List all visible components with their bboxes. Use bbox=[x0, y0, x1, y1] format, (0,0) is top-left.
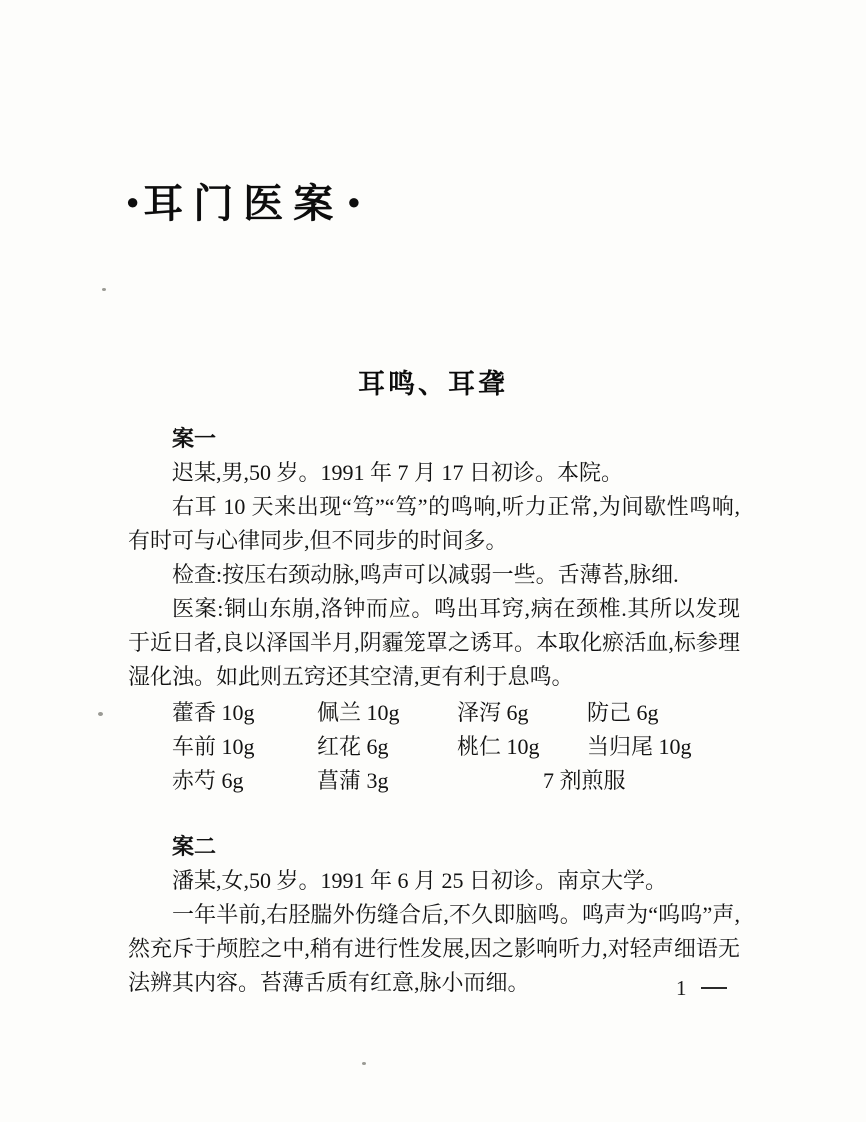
scan-artifact bbox=[98, 712, 103, 716]
case2-label: 案二 bbox=[172, 834, 217, 859]
prescription-table bbox=[172, 696, 740, 798]
herb-item: 红花 6g bbox=[317, 734, 389, 759]
case1-label: 案一 bbox=[172, 426, 217, 451]
paragraph: 迟某,男,50 岁。1991 年 7 月 17 日初诊。本院。 bbox=[172, 460, 624, 485]
herb-item: 桃仁 10g bbox=[457, 734, 540, 759]
page-number bbox=[676, 976, 727, 1001]
herb-item: 车前 10g bbox=[172, 734, 255, 759]
chapter-title-text: 耳门医案 bbox=[143, 181, 344, 226]
herb-item: 赤芍 6g bbox=[172, 768, 244, 793]
chapter-title bbox=[122, 172, 365, 229]
herb-item: 菖蒲 3g bbox=[317, 768, 389, 793]
paragraph: 潘某,女,50 岁。1991 年 6 月 25 日初诊。南京大学。 bbox=[172, 868, 668, 893]
section-heading: 耳鸣、耳聋 bbox=[358, 369, 508, 399]
page-number-dash bbox=[701, 987, 727, 989]
scan-artifact bbox=[102, 288, 106, 291]
paragraph: 一年半前,右胫腨外伤缝合后,不久即脑鸣。鸣声为“呜呜”声,然充斥于颅腔之中,稍有进行性发展,因之影响听力,对轻声细语无法辨其内容。苔薄舌质有红意,脉小而细。 bbox=[128, 902, 740, 995]
herb-item: 泽泻 6g bbox=[457, 700, 529, 725]
page-number-value: 1 bbox=[676, 976, 689, 1000]
decoction-note: 7 剂煎服 bbox=[543, 768, 626, 793]
paragraph: 医案:铜山东崩,洛钟而应。鸣出耳窍,病在颈椎.其所以发现于近日者,良以泽国半月,阴霾笼罩之诱耳。本取化瘀活血,标参理湿化浊。如此则五窍还其空清,更有利于息鸣。 bbox=[128, 596, 740, 689]
paragraph: 右耳 10 天来出现“笃”“笃”的鸣响,听力正常,为间歇性鸣响,有时可与心律同步,但不同步的时间多。 bbox=[128, 494, 740, 553]
herb-item-empty bbox=[587, 764, 740, 798]
text-column bbox=[128, 422, 740, 1000]
case2-block bbox=[128, 830, 740, 1000]
title-bullet-right: ● bbox=[347, 188, 361, 214]
herb-item: 防己 6g bbox=[587, 700, 659, 725]
scan-artifact bbox=[362, 1062, 366, 1065]
title-bullet-left: ● bbox=[126, 188, 140, 214]
herb-item: 当归尾 10g bbox=[587, 734, 692, 759]
herb-item: 藿香 10g bbox=[172, 700, 255, 725]
herb-item: 佩兰 10g bbox=[317, 700, 400, 725]
paragraph: 检查:按压右颈动脉,鸣声可以减弱一些。舌薄苔,脉细. bbox=[172, 562, 679, 587]
